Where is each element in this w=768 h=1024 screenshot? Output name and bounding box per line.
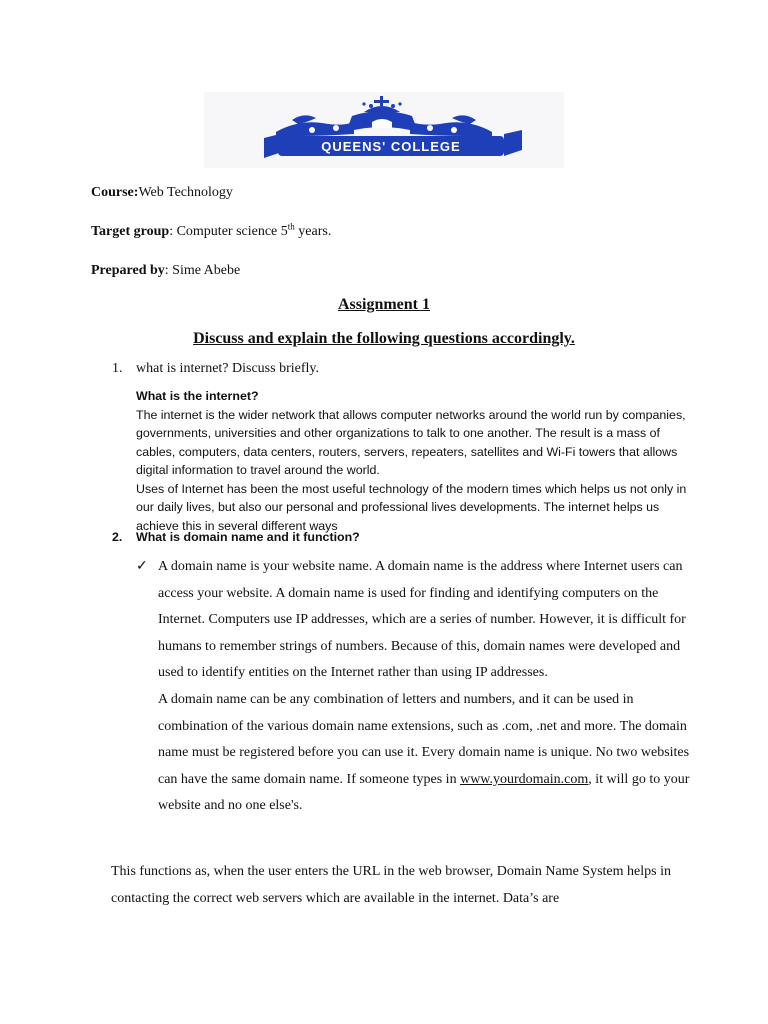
assignment-subtitle: Discuss and explain the following questions accordingly. xyxy=(193,330,575,347)
answer-1-paragraph-1: The internet is the wider network that allows computer networks around the world run by companies, governments, universities and other organizations to talk to one another. The result is a mass of cables, computers, data centers, routers, servers, repeaters, satellites and Wi-Fi towers that allows digital information to travel around the world. xyxy=(136,407,686,477)
closing-paragraph xyxy=(111,858,671,912)
question-2-number: 2. xyxy=(112,530,123,544)
logo-text: QUEENS' COLLEGE xyxy=(321,139,461,154)
question-1-text: what is internet? Discuss briefly. xyxy=(136,361,319,376)
logo-graphic xyxy=(204,92,564,168)
answer-2-paragraph-2-text: A domain name can be any combination of letters and numbers, and it can be used in combination of the various domain name extensions, such as .com, .net and more. The domain name must be registered before you can use it. Every domain name is unique. No two websites can have the same domain name. If someone types in xyxy=(158,691,690,787)
answer-1 xyxy=(136,387,696,535)
question-2 xyxy=(112,530,360,544)
yourdomain-link[interactable]: www.yourdomain.com xyxy=(460,771,589,787)
target-group-label: Target group xyxy=(91,224,170,239)
prepared-by-value: : Sime Abebe xyxy=(164,263,241,278)
target-group-line xyxy=(91,221,332,240)
course-label: Course: xyxy=(91,185,139,200)
closing-text: This functions as, when the user enters the URL in the web browser, Domain Name System helps in contacting the correct web servers which are available in the internet. Data’s are xyxy=(111,864,671,906)
target-group-suffix: years. xyxy=(294,224,332,239)
course-value: Web Technology xyxy=(138,185,233,200)
target-group-superscript: th xyxy=(287,221,295,232)
answer-2-paragraph-2 xyxy=(158,687,696,820)
answer-2-paragraph-1: A domain name is your website name. A domain name is the address where Internet users can access your website. A domain name is used for finding and identifying computers on the Internet. Computers use IP addresses, which are a series of number. However, it is difficult for humans to remember strings of numbers. Because of this, domain names were developed and used to identify entities on the Internet rather than using IP addresses. xyxy=(158,559,686,681)
course-line xyxy=(91,185,233,201)
prepared-by-label: Prepared by xyxy=(91,263,165,278)
question-1 xyxy=(112,361,319,377)
prepared-by-line xyxy=(91,263,240,279)
question-1-number: 1. xyxy=(112,361,123,376)
assignment-title: Assignment 1 xyxy=(337,296,430,313)
answer-1-paragraph-2: Uses of Internet has been the most useful technology of the modern times which helps us not only in our daily lives, but also our personal and professional lives developments. The internet helps us achieve this in several different ways xyxy=(136,481,687,533)
answer-2 xyxy=(136,554,696,820)
queens-college-logo xyxy=(204,92,564,168)
answer-2-paragraph-2-end: , it will go to your website and no one else's. xyxy=(158,771,690,814)
question-2-text: What is domain name and it function? xyxy=(136,530,360,544)
checkmark-icon: ✓ xyxy=(136,559,148,574)
answer-1-heading: What is the internet? xyxy=(136,389,259,403)
target-group-value: : Computer science 5 xyxy=(169,224,288,239)
